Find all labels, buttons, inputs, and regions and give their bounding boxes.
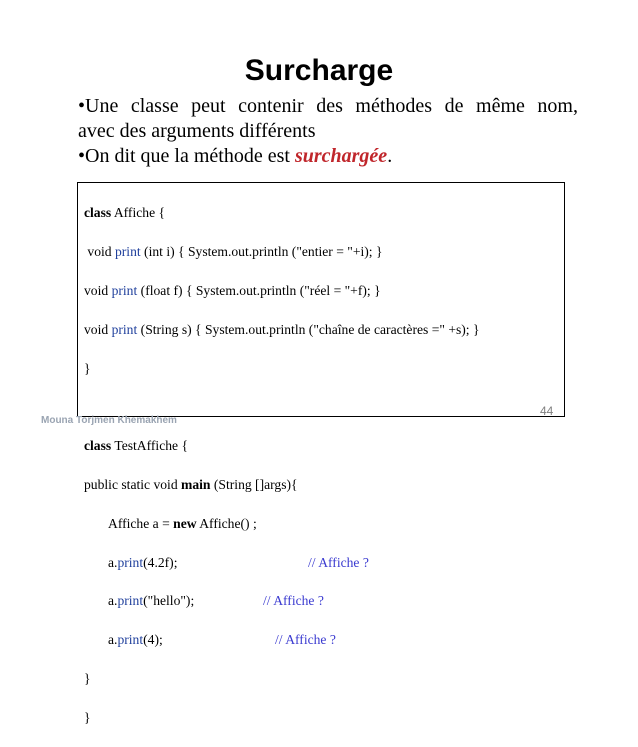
code-text: void [84, 321, 112, 337]
code-text: public static void [84, 476, 182, 492]
code-text: (String []args){ [210, 476, 298, 492]
code-line-14: } [84, 709, 91, 725]
bullet-list [78, 94, 578, 169]
bullet-2-suffix: . [387, 145, 393, 167]
code-text: TestAffiche { [111, 438, 188, 454]
code-text: void [84, 244, 115, 260]
code-line-4 [84, 320, 564, 339]
bullet-2 [78, 144, 578, 169]
code-method: print [111, 321, 138, 337]
bullet-2-prefix: •On dit que la méthode est [78, 145, 295, 167]
slide-title: Surcharge [244, 54, 394, 87]
code-comment: // Affiche ? [308, 554, 369, 570]
code-line-11 [84, 591, 564, 610]
code-line-5: } [84, 360, 91, 376]
code-text: (4); [143, 632, 163, 648]
code-text: Affiche() ; [196, 515, 257, 531]
bullet-1-line-2: avec des arguments différents [78, 120, 316, 142]
code-method: print [117, 632, 144, 648]
highlight-word: surchargée [294, 145, 388, 167]
code-line-10 [84, 553, 564, 572]
code-method: print [114, 244, 141, 260]
code-method: print [117, 554, 144, 570]
code-line-2 [84, 242, 564, 261]
code-keyword: class [84, 205, 112, 221]
code-line-7 [84, 436, 564, 455]
bullet-1-line-1: •Une classe peut contenir des méthodes de même nom, [78, 95, 578, 117]
code-comment: // Affiche ? [275, 632, 336, 648]
code-text: ("hello"); [143, 593, 195, 609]
code-keyword: new [173, 515, 197, 531]
code-comment: // Affiche ? [263, 593, 324, 609]
code-text: Affiche { [111, 205, 166, 221]
code-method: print [117, 593, 144, 609]
code-line-12 [84, 630, 564, 649]
code-text: (String s) { System.out.println ("chaîne de caractères =" +s); } [137, 321, 480, 337]
code-keyword: class [84, 438, 112, 454]
code-method: print [111, 283, 138, 298]
code-keyword: main [181, 476, 211, 492]
code-text: a. [108, 593, 118, 609]
page-number: 44 [540, 404, 554, 418]
code-text: a. [108, 554, 118, 570]
author-footer: Mouna Torjmen Khemakhem [41, 415, 177, 426]
code-line-1 [84, 203, 564, 222]
code-line-3 [84, 281, 564, 300]
code-text: (float f) { System.out.println ("réel = "+f); } [137, 283, 381, 298]
code-text: void [84, 283, 112, 298]
code-text: (int i) { System.out.println ("entier = "+i); } [140, 244, 383, 260]
code-line-9 [84, 514, 564, 533]
code-line-8 [84, 475, 564, 494]
code-text: a. [108, 632, 118, 648]
code-text: Affiche a = [108, 515, 174, 531]
code-text: (4.2f); [143, 554, 178, 570]
code-line-blank [84, 397, 564, 416]
code-line-13: } [84, 670, 91, 686]
